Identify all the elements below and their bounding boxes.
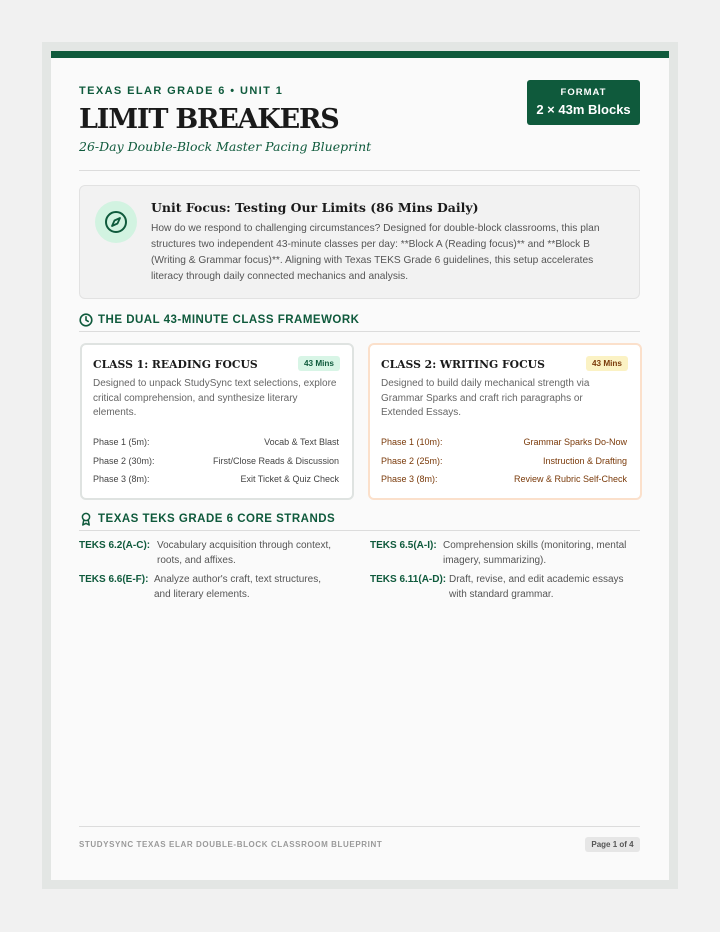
format-badge (527, 80, 640, 125)
header-divider (79, 170, 640, 171)
format-value: 2 × 43m Blocks (536, 102, 631, 117)
footer-text: STUDYSYNC TEXAS ELAR DOUBLE-BLOCK CLASSROOM BLUEPRINT (79, 840, 383, 849)
teks-code: TEKS 6.2(A-C): (79, 540, 151, 551)
unit-focus-box (79, 185, 640, 299)
compass-icon (95, 201, 137, 243)
teks-item (370, 572, 650, 604)
focus-title: Unit Focus: Testing Our Limits (86 Mins Daily) (151, 200, 479, 215)
class-title: CLASS 1: READING FOCUS (93, 358, 258, 371)
phase-label: Phase 1 (5m): (93, 437, 150, 447)
class-card-reading (80, 343, 354, 500)
phase-label: Phase 2 (30m): (93, 456, 155, 466)
page-subtitle: 26-Day Double-Block Master Pacing Blueprint (79, 139, 372, 154)
phase-label: Phase 3 (8m): (93, 474, 150, 484)
format-label: FORMAT (560, 87, 607, 98)
teks-item (79, 572, 359, 604)
strands-divider (79, 530, 640, 531)
top-accent-bar (51, 51, 669, 58)
document-page (51, 51, 669, 880)
phase-value: Grammar Sparks Do-Now (523, 437, 627, 447)
class-description: Designed to unpack StudySync text selections, explore critical comprehension, and synthesize literary elements. (93, 378, 337, 419)
teks-code: TEKS 6.6(E-F): (79, 574, 149, 585)
phase-value: Instruction & Drafting (542, 456, 627, 466)
teks-item (370, 538, 650, 570)
teks-code: TEKS 6.5(A-I): (370, 540, 437, 551)
award-icon (79, 512, 93, 526)
teks-text: Draft, revise, and edit academic essays with standard grammar. (449, 574, 624, 600)
teks-code: TEKS 6.11(A-D): (370, 574, 447, 585)
teks-text: Vocabulary acquisition through context, roots, and affixes. (157, 540, 331, 566)
duration-badge: 43 Mins (586, 356, 628, 371)
unit-eyebrow: TEXAS ELAR GRADE 6 • UNIT 1 (79, 85, 284, 97)
phase-label: Phase 3 (8m): (381, 474, 438, 484)
clock-icon (79, 313, 93, 327)
phase-label: Phase 2 (25m): (381, 456, 443, 466)
phase-value: Vocab & Text Blast (264, 437, 339, 447)
teks-text: Comprehension skills (monitoring, mental imagery, summarizing). (443, 540, 627, 566)
phase-value: Review & Rubric Self-Check (513, 474, 627, 484)
class-title: CLASS 2: WRITING FOCUS (381, 358, 545, 371)
duration-badge: 43 Mins (298, 356, 340, 371)
phase-label: Phase 1 (10m): (381, 437, 443, 447)
class-description: Designed to build daily mechanical strength via Grammar Sparks and craft rich paragraphs or Extended Essays. (381, 378, 590, 419)
page-title: LIMIT BREAKERS (79, 104, 339, 135)
strands-heading-text: TEXAS TEKS GRADE 6 CORE STRANDS (98, 513, 336, 525)
page-number-badge: Page 1 of 4 (585, 837, 640, 852)
framework-divider (79, 331, 640, 332)
phase-value: First/Close Reads & Discussion (212, 456, 339, 466)
framework-heading-text: THE DUAL 43-MINUTE CLASS FRAMEWORK (98, 314, 360, 326)
teks-text: Analyze author's craft, text structures, and literary elements. (154, 574, 321, 600)
footer-divider (79, 826, 640, 827)
focus-body: How do we respond to challenging circumstances? Designed for double-block classrooms, this plan structures two independent 43-minute classes per day: **Block A (Reading focus)** and **Block B (Writing & Grammar focus)**. Aligning with Texas TEKS Grade 6 guidelines, this setup accelerates literacy through daily connected mechanics and analysis. (151, 223, 600, 282)
teks-item (79, 538, 359, 570)
phase-value: Exit Ticket & Quiz Check (240, 474, 339, 484)
class-card-writing (368, 343, 642, 500)
